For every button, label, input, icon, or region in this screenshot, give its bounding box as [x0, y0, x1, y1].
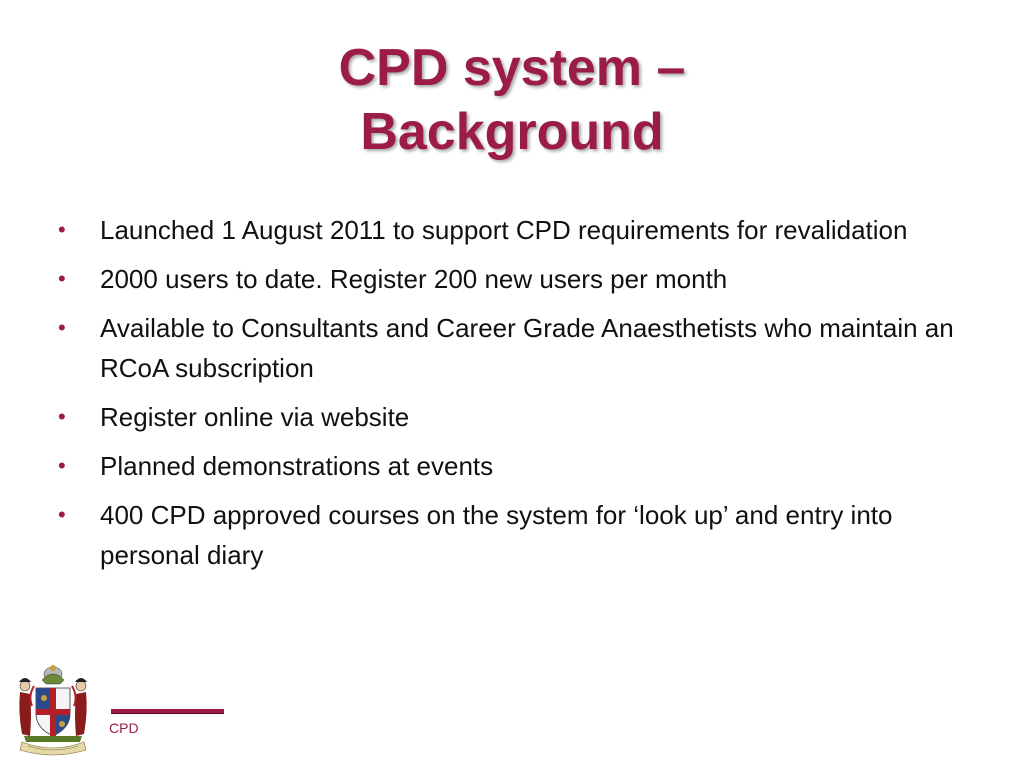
bullet-marker: •: [58, 502, 66, 527]
bullet-marker: •: [58, 315, 66, 340]
bullet-item: [58, 446, 958, 486]
bullet-marker: •: [58, 217, 66, 242]
bullet-text: Register online via website: [100, 402, 410, 432]
bullet-text: Planned demonstrations at events: [100, 451, 494, 481]
bullet-list: [58, 210, 958, 584]
slide-title: [0, 36, 1024, 164]
bullet-item: [58, 397, 958, 437]
footer-rule: [111, 709, 224, 714]
bullet-text: Launched 1 August 2011 to support CPD requirements for revalidation: [100, 215, 908, 245]
slide-title-line-1: CPD system –: [338, 39, 686, 97]
bullet-marker: •: [58, 453, 66, 478]
bullet-marker: •: [58, 266, 66, 291]
bullet-marker: •: [58, 404, 66, 429]
bullet-item: [58, 210, 958, 250]
bullet-text: 2000 users to date. Register 200 new users per month: [100, 264, 728, 294]
bullet-text: 400 CPD approved courses on the system for ‘look up’ and entry into personal diary: [100, 500, 893, 570]
bullet-item: [58, 308, 958, 388]
bullet-item: [58, 259, 958, 299]
slide-title-line-2: Background: [360, 103, 664, 161]
crest-logo-icon: [14, 662, 92, 758]
bullet-text: Available to Consultants and Career Grade Anaesthetists who maintain an RCoA subscription: [100, 313, 954, 383]
bullet-item: [58, 495, 958, 575]
footer-label: CPD: [109, 720, 139, 736]
